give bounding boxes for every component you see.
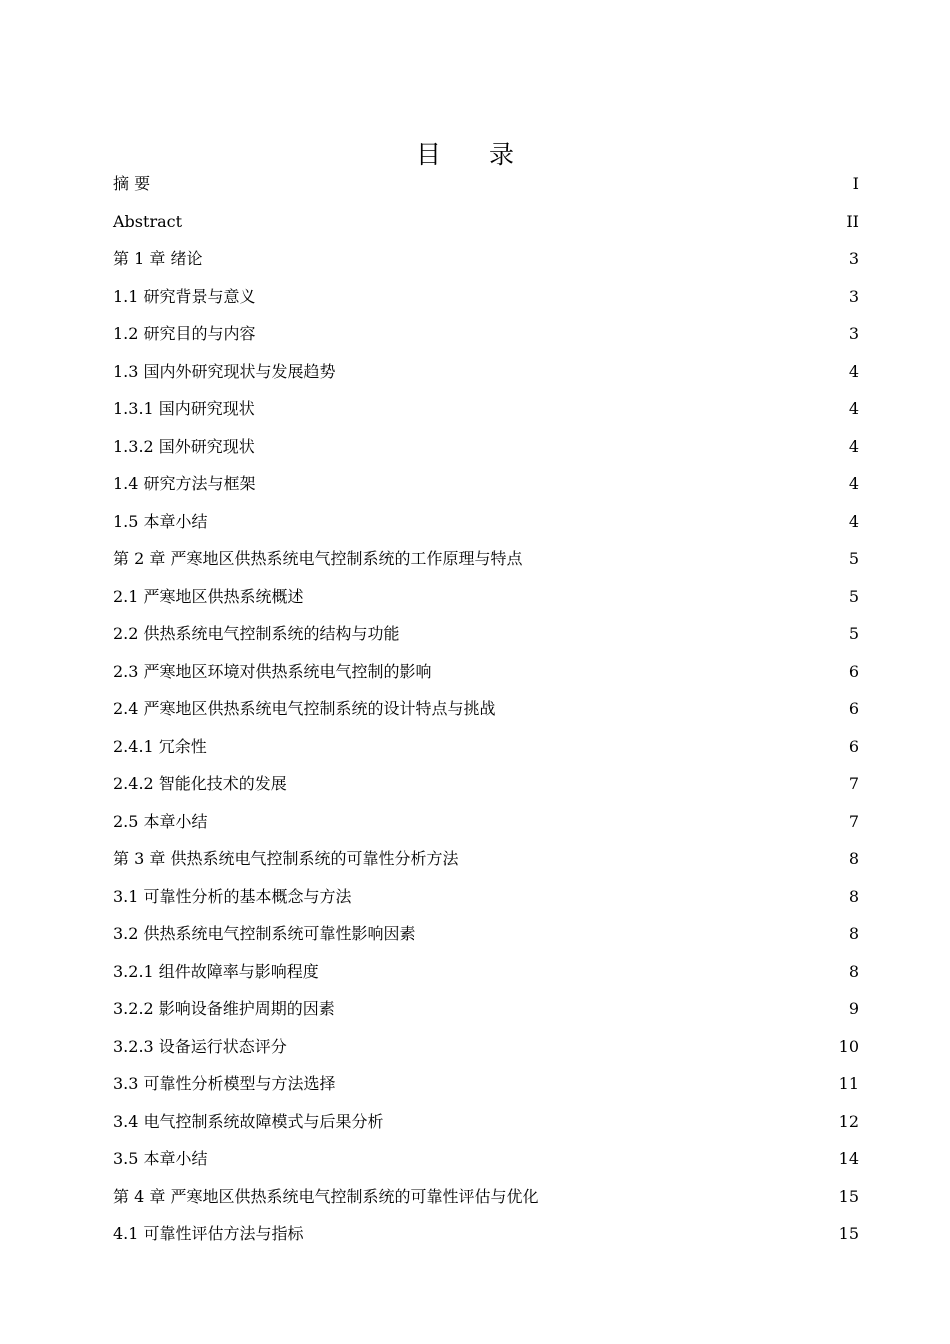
toc-entry-page: 12 <box>838 1111 859 1131</box>
toc-entry-page: 8 <box>848 924 859 943</box>
toc-entry-page: 11 <box>838 1074 859 1093</box>
toc-entry-page: 3 <box>848 286 859 306</box>
toc-entry-label: 第 1 章 绪论 <box>113 249 203 268</box>
toc-entry-label: 1.5 本章小结 <box>113 511 208 531</box>
toc-entry-page: 7 <box>848 774 859 793</box>
toc-entry-label: 1.1 研究背景与意义 <box>113 286 256 306</box>
toc-entry[interactable] <box>113 915 859 953</box>
toc-entry[interactable] <box>113 1028 859 1066</box>
toc-entry[interactable] <box>113 653 859 691</box>
toc-entry[interactable] <box>113 615 859 653</box>
toc-entry-label: 1.3 国内外研究现状与发展趋势 <box>113 361 336 381</box>
toc-entry-page: 14 <box>838 1149 859 1168</box>
toc-entry-label: 3.5 本章小结 <box>113 1149 208 1168</box>
toc-entry-page: 5 <box>848 624 859 643</box>
toc-entry[interactable] <box>113 240 859 278</box>
toc-entry-label: 2.3 严寒地区环境对供热系统电气控制的影响 <box>113 661 432 681</box>
toc-entry-label: 第 4 章 严寒地区供热系统电气控制系统的可靠性评估与优化 <box>113 1186 539 1206</box>
toc-entry-label: 1.2 研究目的与内容 <box>113 324 256 343</box>
toc-entry-page: 9 <box>848 999 859 1018</box>
toc-entry[interactable] <box>113 690 859 728</box>
toc-entry-page: 4 <box>848 399 859 418</box>
toc-entry-page: 8 <box>848 849 859 868</box>
toc-entry[interactable] <box>113 278 859 316</box>
toc-entry-label: 2.5 本章小结 <box>113 811 208 831</box>
toc-entry-label: 第 3 章 供热系统电气控制系统的可靠性分析方法 <box>113 849 459 868</box>
toc-entry-page: 6 <box>848 661 859 681</box>
toc-entry[interactable] <box>113 1065 859 1103</box>
toc-entry-page: II <box>846 211 859 231</box>
toc-entry-label: 3.2.1 组件故障率与影响程度 <box>113 961 319 981</box>
toc-entry[interactable] <box>113 953 859 991</box>
toc-entry[interactable] <box>113 765 859 803</box>
page-title: 目 录 <box>416 139 534 169</box>
toc-entry[interactable] <box>113 428 859 466</box>
toc-entry-page: I <box>852 174 859 193</box>
toc-entry-label: 1.3.2 国外研究现状 <box>113 436 255 456</box>
toc-entry-page: 3 <box>848 324 859 343</box>
toc-entry[interactable] <box>113 728 859 766</box>
toc-entry[interactable] <box>113 1103 859 1141</box>
toc-entry-page: 4 <box>848 511 859 531</box>
toc-entry-label: 2.4.1 冗余性 <box>113 736 207 756</box>
toc-entry[interactable] <box>113 465 859 503</box>
toc-entry-page: 6 <box>848 699 859 718</box>
toc-entry-page: 15 <box>838 1224 859 1243</box>
toc-entry-label: 4.1 可靠性评估方法与指标 <box>113 1224 304 1243</box>
toc-entry-page: 3 <box>848 249 859 268</box>
toc-entry-label: 3.4 电气控制系统故障模式与后果分析 <box>113 1111 384 1131</box>
toc-entry-page: 5 <box>848 586 859 606</box>
toc-entry[interactable] <box>113 1215 859 1253</box>
toc-entry[interactable] <box>113 203 859 241</box>
toc-entry[interactable] <box>113 1178 859 1216</box>
toc-entry-page: 10 <box>838 1036 859 1056</box>
toc-entry[interactable] <box>113 165 859 203</box>
toc-entry-label: 第 2 章 严寒地区供热系统电气控制系统的工作原理与特点 <box>113 549 523 568</box>
toc-entry-page: 5 <box>848 549 859 568</box>
toc-entry[interactable] <box>113 315 859 353</box>
toc-entry[interactable] <box>113 1140 859 1178</box>
toc-entry-label: 3.3 可靠性分析模型与方法选择 <box>113 1074 336 1093</box>
toc-entry-label: 3.2 供热系统电气控制系统可靠性影响因素 <box>113 924 416 943</box>
toc-entry-label: 1.4 研究方法与框架 <box>113 474 256 493</box>
toc-entry-label: Abstract <box>113 211 183 231</box>
toc-entry-page: 15 <box>838 1186 859 1206</box>
toc-entry[interactable] <box>113 878 859 916</box>
toc-entry-label: 2.4.2 智能化技术的发展 <box>113 774 287 793</box>
toc-entry-label: 3.2.3 设备运行状态评分 <box>113 1036 287 1056</box>
toc-entry-page: 4 <box>848 474 859 493</box>
toc-entry[interactable] <box>113 390 859 428</box>
toc-entry-page: 4 <box>848 361 859 381</box>
toc-entry-label: 3.2.2 影响设备维护周期的因素 <box>113 999 335 1018</box>
toc-entry-label: 1.3.1 国内研究现状 <box>113 399 255 418</box>
toc-entry-page: 8 <box>848 961 859 981</box>
toc-entry-label: 2.2 供热系统电气控制系统的结构与功能 <box>113 624 400 643</box>
table-of-contents <box>113 165 859 1253</box>
toc-entry-label: 3.1 可靠性分析的基本概念与方法 <box>113 886 352 906</box>
toc-entry[interactable] <box>113 353 859 391</box>
toc-entry-page: 8 <box>848 886 859 906</box>
toc-entry-label: 2.4 严寒地区供热系统电气控制系统的设计特点与挑战 <box>113 699 496 718</box>
toc-entry[interactable] <box>113 503 859 541</box>
toc-entry-page: 6 <box>848 736 859 756</box>
toc-entry[interactable] <box>113 578 859 616</box>
toc-entry[interactable] <box>113 540 859 578</box>
toc-entry[interactable] <box>113 840 859 878</box>
toc-entry-label: 摘 要 <box>113 174 151 193</box>
toc-entry-page: 4 <box>848 436 859 456</box>
toc-entry[interactable] <box>113 990 859 1028</box>
toc-entry[interactable] <box>113 803 859 841</box>
toc-entry-page: 7 <box>848 811 859 831</box>
toc-entry-label: 2.1 严寒地区供热系统概述 <box>113 586 304 606</box>
